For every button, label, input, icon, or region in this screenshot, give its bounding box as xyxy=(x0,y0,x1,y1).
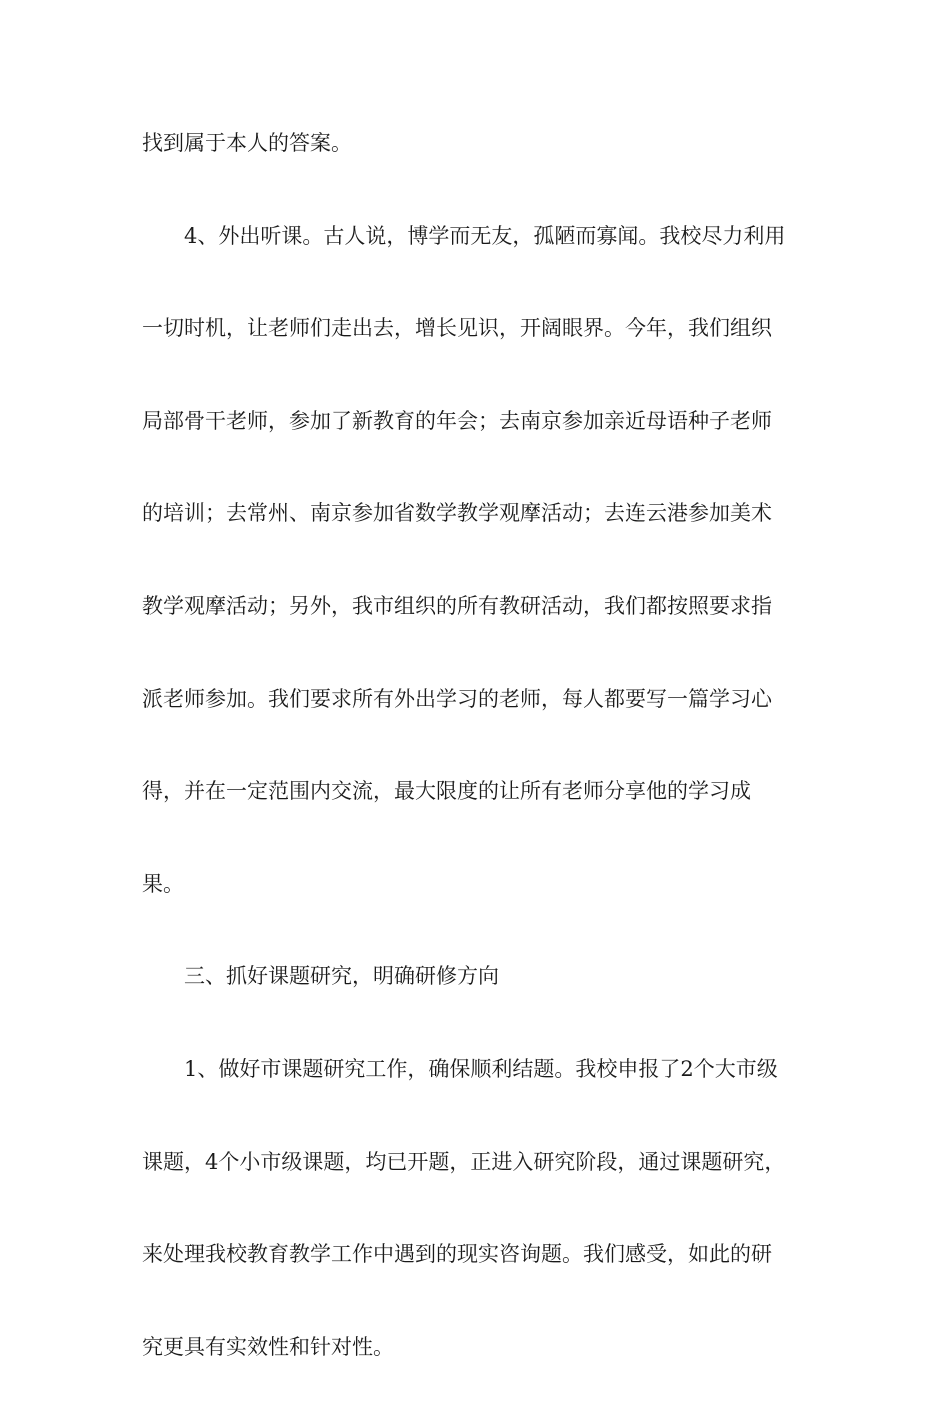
paragraph-line: 果。 xyxy=(142,871,184,896)
paragraph-line: 局部骨干老师，参加了新教育的年会；去南京参加亲近母语种子老师 xyxy=(142,408,772,433)
paragraph-line: 究更具有实效性和针对性。 xyxy=(142,1334,394,1359)
paragraph-line: 课题，4个小市级课题，均已开题，正进入研究阶段，通过课题研究， xyxy=(142,1149,786,1174)
paragraph-line: 4、外出听课。古人说，博学而无友，孤陋而寡闻。我校尽力利用 xyxy=(184,223,786,248)
paragraph-line: 派老师参加。我们要求所有外出学习的老师，每人都要写一篇学习心 xyxy=(142,686,772,711)
paragraph-line: 得，并在一定范围内交流，最大限度的让所有老师分享他的学习成 xyxy=(142,779,751,804)
paragraph-line: 找到属于本人的答案。 xyxy=(142,131,352,155)
paragraph-line: 1、做好市课题研究工作，确保顺利结题。我校申报了2个大市级 xyxy=(184,1056,778,1081)
paragraph-line: 教学观摩活动；另外，我市组织的所有教研活动，我们都按照要求指 xyxy=(142,593,772,618)
paragraph-line: 一切时机，让老师们走出去，增长见识，开阔眼界。今年，我们组织 xyxy=(142,316,772,341)
paragraph-line: 来处理我校教育教学工作中遇到的现实咨询题。我们感受，如此的研 xyxy=(142,1242,772,1267)
document-body xyxy=(142,121,814,1417)
section-heading: 三、抓好课题研究，明确研修方向 xyxy=(184,964,499,989)
paragraph-line: 的培训；去常州、南京参加省数学教学观摩活动；去连云港参加美术 xyxy=(142,501,772,526)
